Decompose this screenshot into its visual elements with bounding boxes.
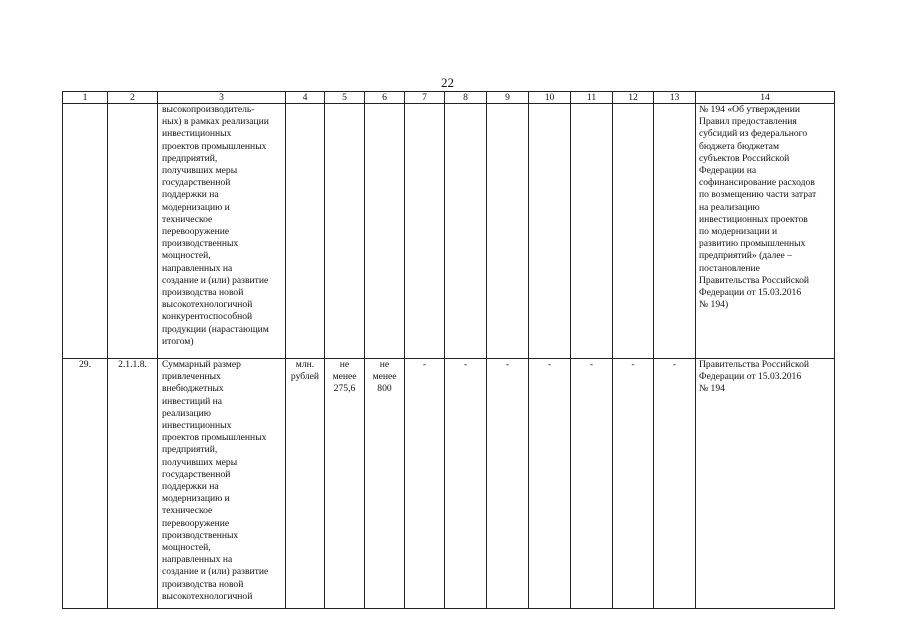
column-number: 9 — [487, 92, 529, 104]
value-cell: - — [613, 359, 654, 609]
column-number: 12 — [613, 92, 654, 104]
column-number: 8 — [445, 92, 487, 104]
table-row-29 — [63, 359, 835, 609]
column-number: 13 — [654, 92, 696, 104]
value-cell — [405, 104, 445, 359]
unit-cell: млн. рублей — [286, 359, 325, 609]
table-row-continuation — [63, 104, 835, 359]
legal-basis-cell: № 194 «Об утверждении Правил предоставления субсидий из федерального бюджета бюджетам субъектов Российской Федерации на софинансирование расходов по возмещению части затрат на реализацию инвестиционных проектов по модернизации и развитию промышленных предприятий» (далее – постановление Правительства Российской Федерации от 15.03.2016 № 194) — [696, 104, 835, 359]
value-cell: - — [487, 359, 529, 609]
value-cell-2020: не менее 800 — [365, 359, 405, 609]
value-cell — [613, 104, 654, 359]
value-cell: - — [405, 359, 445, 609]
column-number: 7 — [405, 92, 445, 104]
value-cell — [365, 104, 405, 359]
row-number-cell — [63, 104, 108, 359]
row-code-cell: 2.1.1.8. — [108, 359, 158, 609]
indicator-description-cell: высокопроизводитель- ных) в рамках реализации инвестиционных проектов промышленных предприятий, получивших меры государственной поддержки на модернизацию и техническое перевооружение производственных мощностей, направленных на создание и (или) развитие производства новой высокотехнологичной конкурентоспособной продукции (нарастающим итогом) — [158, 104, 286, 359]
column-number: 1 — [63, 92, 108, 104]
value-cell — [654, 104, 696, 359]
column-number: 2 — [108, 92, 158, 104]
value-cell: - — [654, 359, 696, 609]
column-numbers-row — [63, 92, 835, 104]
column-number: 6 — [365, 92, 405, 104]
column-number: 5 — [325, 92, 365, 104]
row-code-cell — [108, 104, 158, 359]
value-cell: - — [571, 359, 613, 609]
value-cell — [445, 104, 487, 359]
row-number-cell: 29. — [63, 359, 108, 609]
value-cell — [487, 104, 529, 359]
page-number: 22 — [441, 75, 454, 90]
column-number: 10 — [529, 92, 571, 104]
column-number: 4 — [286, 92, 325, 104]
value-cell — [571, 104, 613, 359]
unit-cell — [286, 104, 325, 359]
value-cell — [325, 104, 365, 359]
legal-basis-cell: Правительства Российской Федерации от 15.03.2016 № 194 — [696, 359, 835, 609]
value-cell — [529, 104, 571, 359]
column-number: 14 — [696, 92, 835, 104]
column-number: 3 — [158, 92, 286, 104]
indicators-table — [62, 91, 835, 609]
value-cell: - — [445, 359, 487, 609]
indicator-description-cell: Суммарный размер привлеченных внебюджетных инвестиций на реализацию инвестиционных проектов промышленных предприятий, получивших меры государственной поддержки на модернизацию и техническое перевооружение производственных мощностей, направленных на создание и (или) развитие производства новой высокотехнологичной — [158, 359, 286, 609]
value-cell: - — [529, 359, 571, 609]
column-number: 11 — [571, 92, 613, 104]
value-cell-2019: не менее 275,6 — [325, 359, 365, 609]
